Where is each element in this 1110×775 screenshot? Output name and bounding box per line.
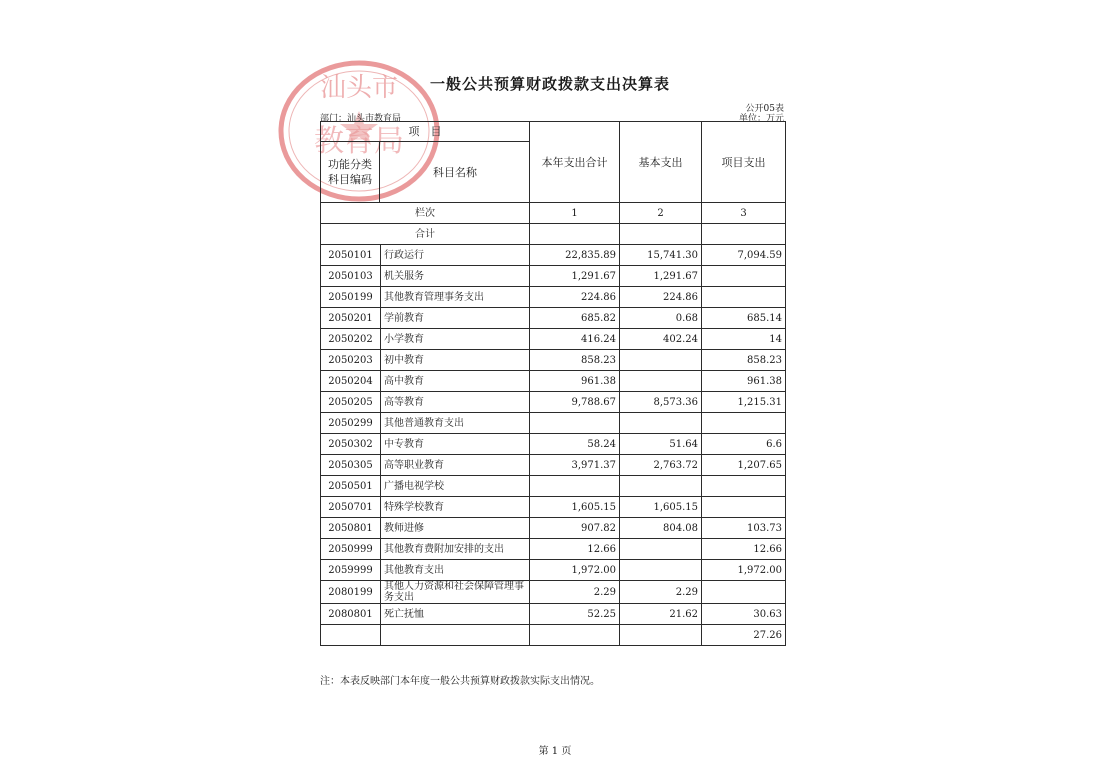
column-index-2: 2 (620, 203, 702, 224)
subject-name: 死亡抚恤 (381, 604, 530, 625)
subject-code: 2050103 (321, 266, 381, 287)
table-note: 注：本表反映部门本年度一般公共预算财政拨款实际支出情况。 (320, 676, 600, 687)
subject-name (381, 625, 530, 646)
form-code: 公开05表 (745, 104, 784, 114)
project-amount: 27.26 (702, 625, 786, 646)
subject-code: 2050101 (321, 245, 381, 266)
total-amount: 416.24 (530, 329, 620, 350)
subject-code (321, 625, 381, 646)
basic-amount: 2.29 (620, 581, 702, 604)
subject-code: 2050299 (321, 413, 381, 434)
table-row (321, 560, 786, 581)
subject-code: 2080801 (321, 604, 381, 625)
subject-code: 2050801 (321, 518, 381, 539)
project-amount: 30.63 (702, 604, 786, 625)
basic-amount: 51.64 (620, 434, 702, 455)
basic-amount: 804.08 (620, 518, 702, 539)
subject-name: 其他人力资源和社会保障管理事务支出 (381, 581, 530, 604)
subject-name: 其他教育费附加安排的支出 (381, 539, 530, 560)
project-amount: 7,094.59 (702, 245, 786, 266)
project-amount: 6.6 (702, 434, 786, 455)
subject-name: 机关服务 (381, 266, 530, 287)
svg-text:教育局: 教育局 (314, 124, 404, 159)
subject-name: 教师进修 (381, 518, 530, 539)
project-amount: 858.23 (702, 350, 786, 371)
subject-code: 2050203 (321, 350, 381, 371)
subject-code: 2050205 (321, 392, 381, 413)
subject-name: 其他普通教育支出 (381, 413, 530, 434)
unit-label: 单位：万元 (738, 114, 784, 124)
total-sum (530, 224, 620, 245)
total-amount: 12.66 (530, 539, 620, 560)
total-amount: 1,972.00 (530, 560, 620, 581)
total-row (321, 224, 786, 245)
subject-code: 2050305 (321, 455, 381, 476)
project-amount (702, 497, 786, 518)
table-row (321, 308, 786, 329)
table-row (321, 245, 786, 266)
total-amount: 2.29 (530, 581, 620, 604)
project-amount: 1,215.31 (702, 392, 786, 413)
table-row (321, 434, 786, 455)
header-name-label: 科目名称 (433, 165, 477, 179)
subject-code: 2050701 (321, 497, 381, 518)
subject-code: 2050201 (321, 308, 381, 329)
page-number: 第 1 页 (538, 746, 572, 757)
project-amount: 1,207.65 (702, 455, 786, 476)
subject-name: 中专教育 (381, 434, 530, 455)
header-item-label: 项 目 (321, 122, 529, 142)
basic-amount: 224.86 (620, 287, 702, 308)
subject-name: 其他教育支出 (381, 560, 530, 581)
basic-amount: 21.62 (620, 604, 702, 625)
basic-amount (620, 476, 702, 497)
table-row (321, 266, 786, 287)
basic-amount (620, 625, 702, 646)
subject-name: 行政运行 (381, 245, 530, 266)
subject-code: 2050302 (321, 434, 381, 455)
table-row (321, 476, 786, 497)
table-row (321, 581, 786, 604)
basic-amount: 0.68 (620, 308, 702, 329)
subject-code: 2050999 (321, 539, 381, 560)
basic-amount (620, 350, 702, 371)
header-item-cell (321, 122, 530, 203)
basic-amount: 1,291.67 (620, 266, 702, 287)
project-amount: 685.14 (702, 308, 786, 329)
column-index-label: 栏次 (321, 203, 530, 224)
basic-amount (620, 413, 702, 434)
project-amount: 1,972.00 (702, 560, 786, 581)
table-row (321, 518, 786, 539)
project-amount (702, 413, 786, 434)
total-amount: 1,605.15 (530, 497, 620, 518)
svg-text:汕头市: 汕头市 (319, 73, 399, 103)
subject-code: 2050501 (321, 476, 381, 497)
table-row (321, 329, 786, 350)
table-row (321, 413, 786, 434)
basic-amount: 8,573.36 (620, 392, 702, 413)
total-amount: 52.25 (530, 604, 620, 625)
expenditure-table (320, 121, 786, 646)
project-amount (702, 581, 786, 604)
project-amount: 961.38 (702, 371, 786, 392)
header-project: 项目支出 (702, 122, 786, 203)
subject-name: 小学教育 (381, 329, 530, 350)
total-project (702, 224, 786, 245)
project-amount: 12.66 (702, 539, 786, 560)
column-index-row (321, 203, 786, 224)
table-row (321, 604, 786, 625)
table-row (321, 455, 786, 476)
project-amount (702, 287, 786, 308)
subject-code: 2080199 (321, 581, 381, 604)
basic-amount (620, 371, 702, 392)
subject-name: 广播电视学校 (381, 476, 530, 497)
column-index-1: 1 (530, 203, 620, 224)
document-title: 一般公共预算财政拨款支出决算表 (429, 75, 670, 93)
project-amount: 14 (702, 329, 786, 350)
subject-name: 其他教育管理事务支出 (381, 287, 530, 308)
subject-code: 2050202 (321, 329, 381, 350)
total-amount: 224.86 (530, 287, 620, 308)
subject-name: 高中教育 (381, 371, 530, 392)
table-header-row (321, 122, 786, 203)
total-amount: 1,291.67 (530, 266, 620, 287)
total-basic (620, 224, 702, 245)
total-amount (530, 476, 620, 497)
subject-name: 初中教育 (381, 350, 530, 371)
subject-name: 高等教育 (381, 392, 530, 413)
table-row (321, 287, 786, 308)
subject-name: 高等职业教育 (381, 455, 530, 476)
subject-name: 学前教育 (381, 308, 530, 329)
total-amount: 58.24 (530, 434, 620, 455)
total-amount: 858.23 (530, 350, 620, 371)
column-index-3: 3 (702, 203, 786, 224)
project-amount: 103.73 (702, 518, 786, 539)
subject-name: 特殊学校教育 (381, 497, 530, 518)
basic-amount: 15,741.30 (620, 245, 702, 266)
basic-amount: 402.24 (620, 329, 702, 350)
table-row (321, 539, 786, 560)
total-label: 合计 (321, 224, 530, 245)
total-amount (530, 413, 620, 434)
table-row (321, 625, 786, 646)
header-total: 本年支出合计 (530, 122, 620, 203)
basic-amount (620, 539, 702, 560)
table-row (321, 371, 786, 392)
total-amount: 907.82 (530, 518, 620, 539)
basic-amount: 1,605.15 (620, 497, 702, 518)
project-amount (702, 266, 786, 287)
total-amount: 685.82 (530, 308, 620, 329)
project-amount (702, 476, 786, 497)
total-amount: 3,971.37 (530, 455, 620, 476)
header-code-label: 功能分类科目编码 (321, 142, 380, 202)
table-row (321, 497, 786, 518)
subject-code: 2050199 (321, 287, 381, 308)
basic-amount (620, 560, 702, 581)
total-amount (530, 625, 620, 646)
total-amount: 22,835.89 (530, 245, 620, 266)
department-label: 部门：汕头市教育局 (320, 114, 402, 124)
subject-code: 2050204 (321, 371, 381, 392)
total-amount: 961.38 (530, 371, 620, 392)
total-amount: 9,788.67 (530, 392, 620, 413)
basic-amount: 2,763.72 (620, 455, 702, 476)
subject-code: 2059999 (321, 560, 381, 581)
header-basic: 基本支出 (620, 122, 702, 203)
table-row (321, 350, 786, 371)
table-row (321, 392, 786, 413)
